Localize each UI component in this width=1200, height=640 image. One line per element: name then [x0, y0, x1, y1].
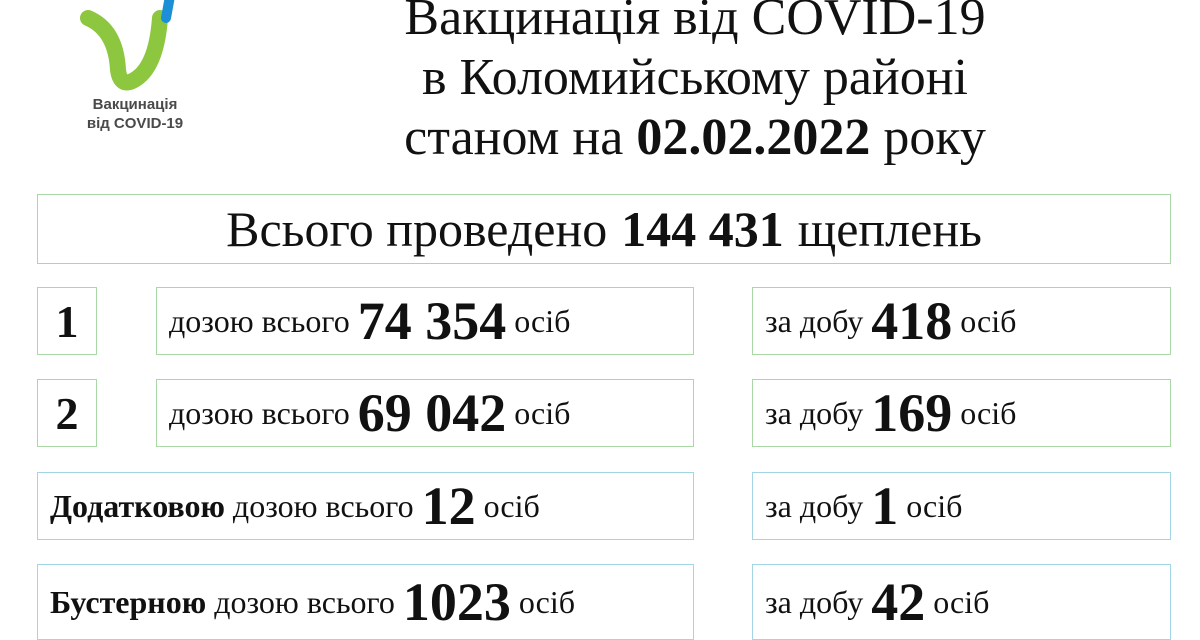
booster-dose-total: 1023: [402, 572, 511, 632]
booster-dose-label: Бустерною: [50, 583, 207, 620]
booster-dose-total-box: [37, 564, 694, 640]
booster-dose-daily: 42: [871, 572, 926, 632]
booster-dose-daily-box: [752, 564, 1171, 640]
additional-dose-daily-unit: осіб: [906, 487, 963, 524]
dose-1-daily-unit: осіб: [960, 302, 1017, 339]
total-value: 144 431: [621, 201, 784, 257]
title-line-3: [300, 108, 1090, 168]
dose-2-unit: осіб: [514, 394, 571, 431]
booster-dose-daily-unit: осіб: [933, 583, 990, 620]
dose-1-total: 74 354: [357, 291, 507, 351]
dose-1-daily: 418: [871, 291, 953, 351]
total-prefix: Всього проведено: [226, 201, 608, 257]
dose-1-total-box: [156, 287, 694, 355]
booster-dose-day-text: за добу: [765, 583, 864, 620]
dose-1-text: дозою всього: [169, 302, 350, 339]
additional-dose-unit: осіб: [483, 487, 540, 524]
dose-2-label-box: [37, 379, 97, 447]
vaccination-logo: [60, 0, 210, 150]
additional-dose-text: дозою всього: [232, 487, 414, 524]
v-check-icon: [78, 0, 193, 95]
title-date-prefix: станом на: [404, 109, 624, 166]
additional-dose-total: 12: [421, 476, 476, 536]
booster-dose-unit: осіб: [518, 583, 576, 620]
total-vaccinations-box: [37, 194, 1171, 264]
booster-dose-text: дозою всього: [214, 583, 395, 620]
total-suffix: щеплень: [797, 201, 982, 257]
logo-line-2: від COVID-19: [86, 115, 184, 132]
additional-dose-daily-box: [752, 472, 1171, 540]
additional-dose-daily: 1: [871, 476, 899, 536]
title-line-2: в Коломийському районі: [422, 49, 968, 106]
dose-1-unit: осіб: [514, 302, 571, 339]
logo-line-1: Вакцинація: [92, 96, 178, 113]
logo-caption: [60, 95, 210, 133]
dose-2-daily-box: [752, 379, 1171, 447]
additional-dose-total-box: [37, 472, 694, 540]
title-line-1: Вакцинація від COVID-19: [404, 0, 986, 46]
dose-2-daily: 169: [871, 383, 953, 443]
page-title: [300, 0, 1090, 168]
dose-2-text: дозою всього: [169, 394, 350, 431]
dose-1-day-text: за добу: [765, 302, 864, 339]
dose-1-label-box: [37, 287, 97, 355]
additional-dose-label: Додатковою: [50, 487, 225, 524]
title-date-suffix: року: [883, 109, 986, 166]
dose-2-label: 2: [55, 387, 79, 439]
dose-2-total-box: [156, 379, 694, 447]
additional-dose-day-text: за добу: [765, 487, 864, 524]
dose-1-label: 1: [55, 295, 79, 347]
dose-2-day-text: за добу: [765, 394, 864, 431]
dose-2-daily-unit: осіб: [960, 394, 1017, 431]
dose-2-total: 69 042: [357, 383, 507, 443]
dose-1-daily-box: [752, 287, 1171, 355]
title-date: 02.02.2022: [636, 109, 871, 166]
